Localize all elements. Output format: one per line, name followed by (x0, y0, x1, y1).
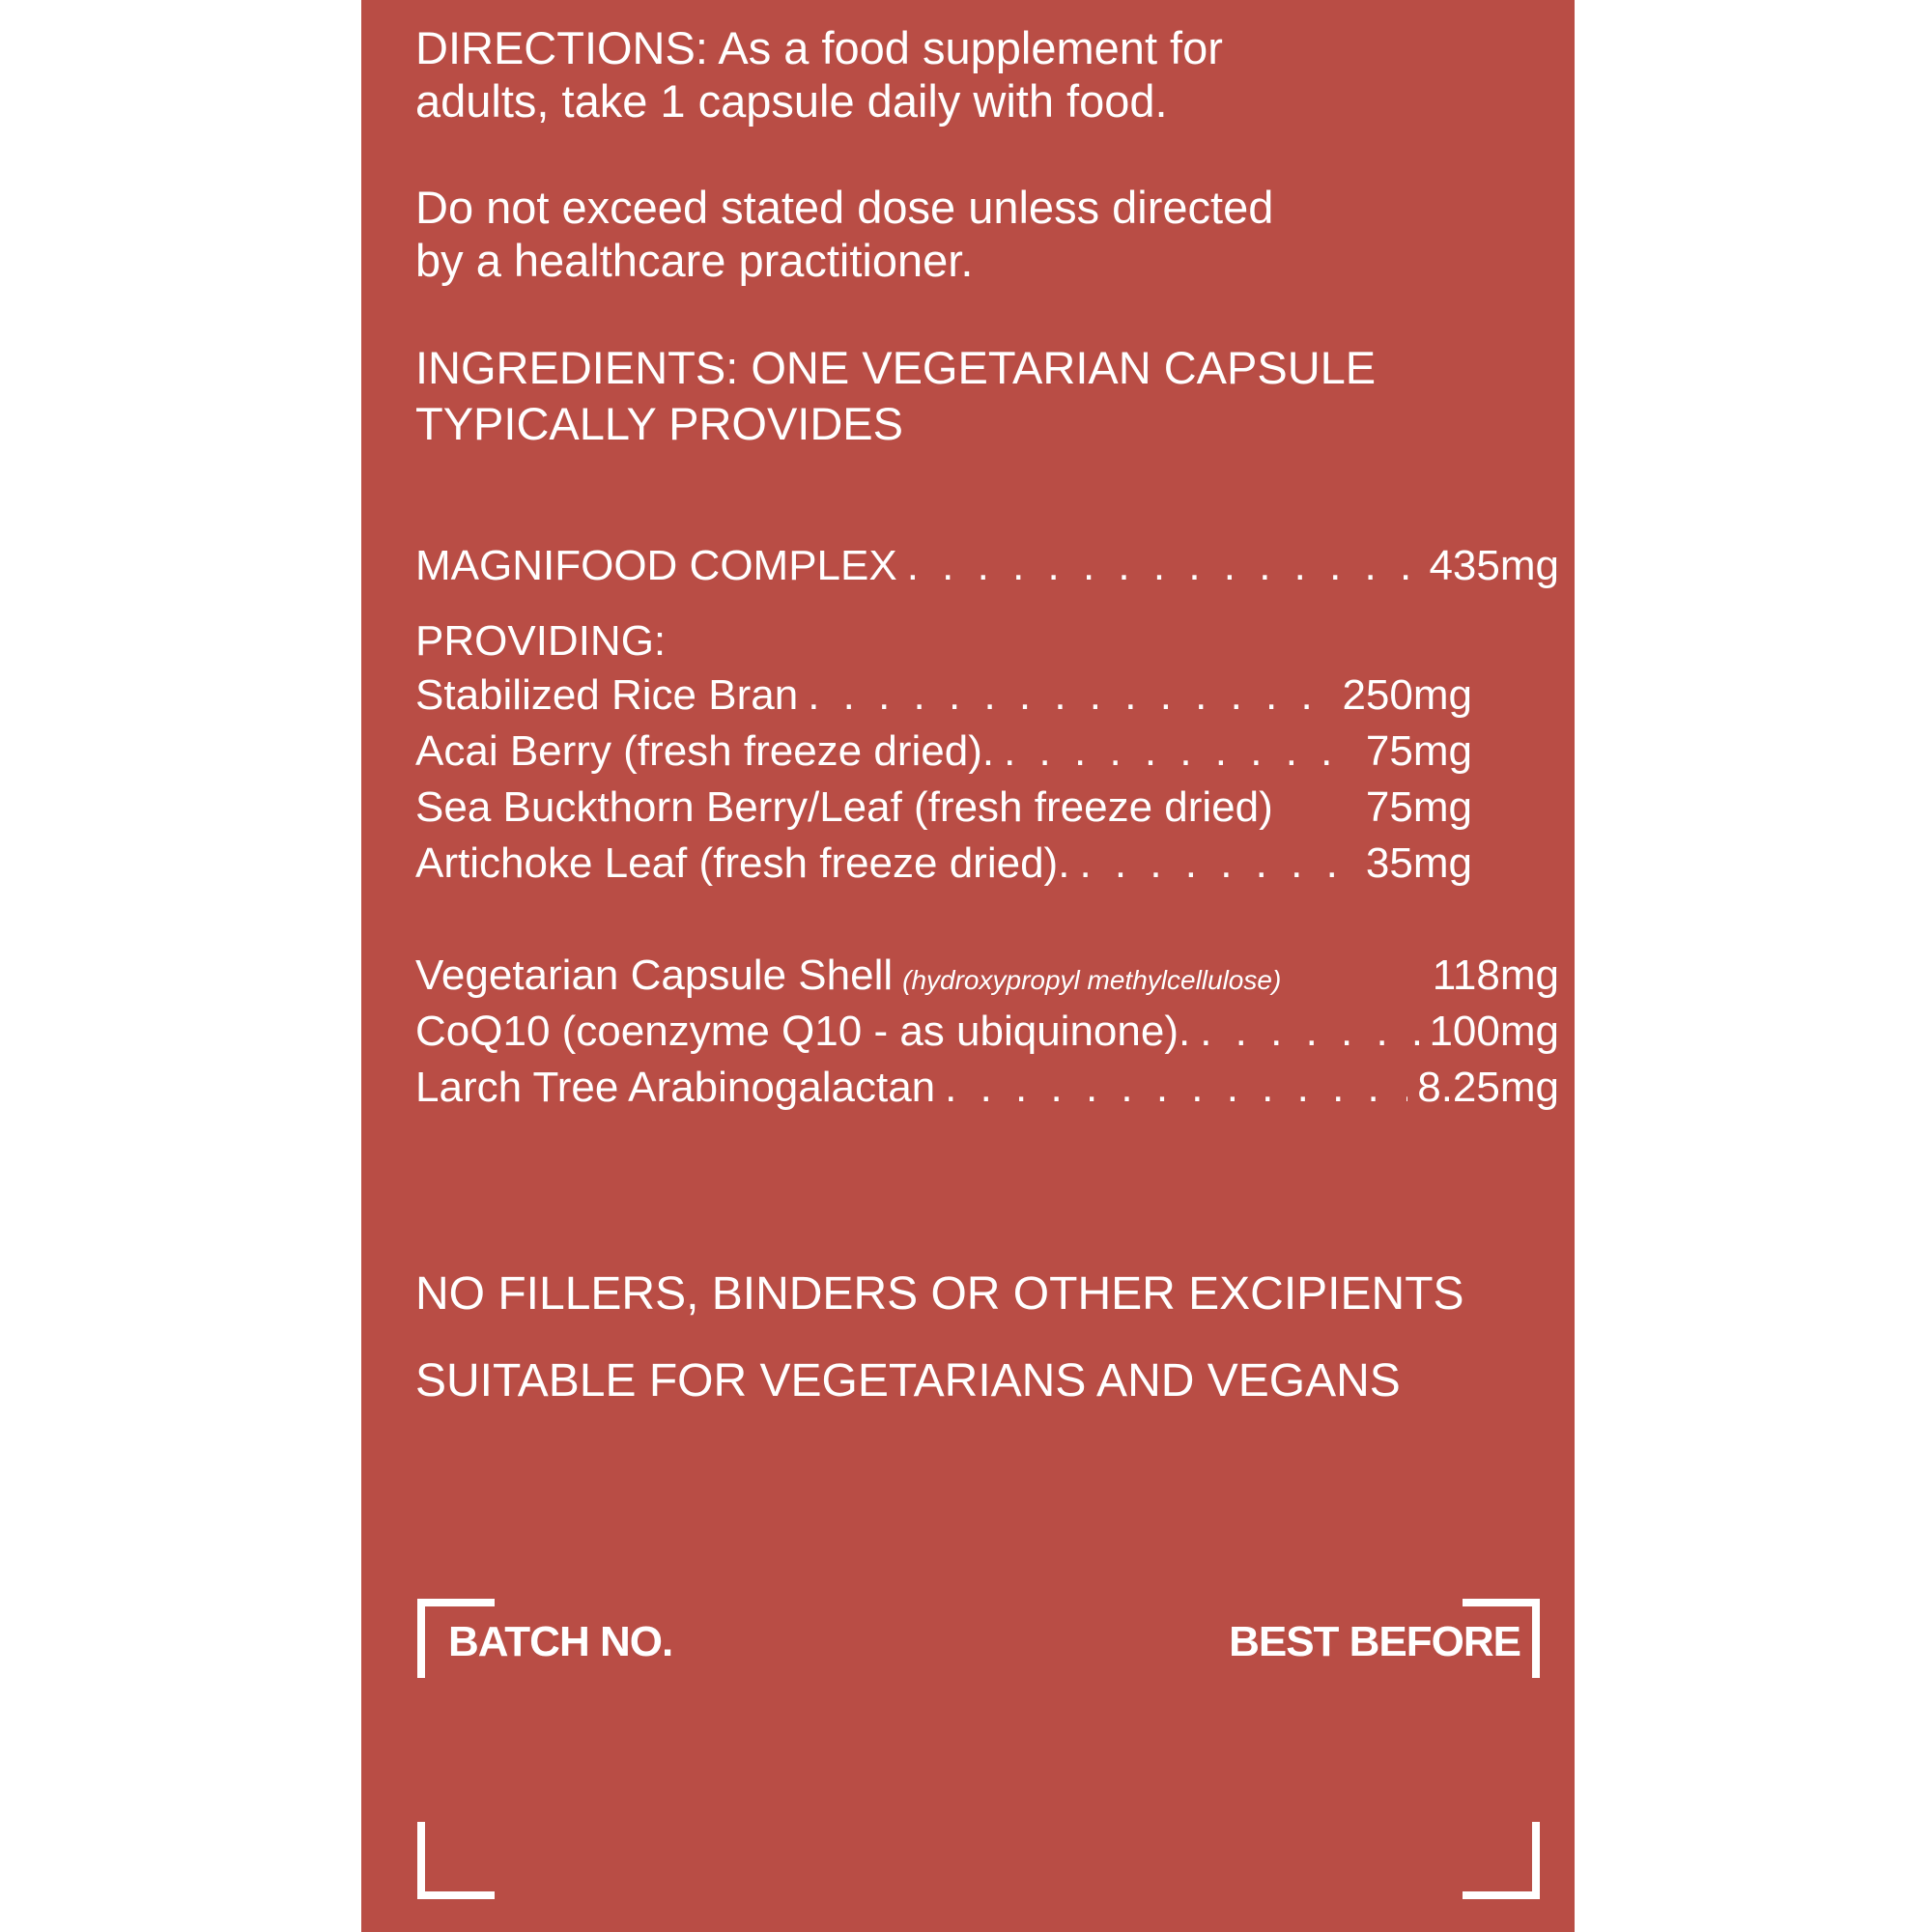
leader-dots (1079, 837, 1355, 891)
bottom-left-corner-bracket (417, 1822, 495, 1899)
bottom-right-corner-bracket (1463, 1822, 1540, 1899)
ingredient-name: Larch Tree Arabinogalactan (415, 1064, 936, 1111)
ingredient-row (415, 1061, 1559, 1115)
complex-name: MAGNIFOOD COMPLEX (415, 542, 897, 589)
leader-dots (907, 539, 1420, 593)
providing-label: PROVIDING: (415, 617, 667, 665)
best-before-label: BEST BEFORE (1229, 1618, 1520, 1665)
warning-line-1: Do not exceed stated dose unless directed (415, 182, 1274, 233)
leader-dots (1200, 1005, 1419, 1059)
ingredient-amount: 75mg (1365, 727, 1472, 775)
ingredient-name: Artichoke Leaf (fresh freeze dried). (415, 839, 1070, 887)
leader-dots (1004, 724, 1356, 779)
complex-amount: 435mg (1429, 542, 1559, 589)
ingredients-heading (415, 340, 1376, 452)
batch-number-label: BATCH NO. (448, 1618, 673, 1665)
ingredient-amount: 100mg (1429, 1008, 1559, 1055)
ingredient-row (415, 724, 1472, 779)
leader-dots (808, 668, 1332, 723)
ingredients-heading-line-2: TYPICALLY PROVIDES (415, 398, 903, 449)
ingredient-row (415, 949, 1559, 1008)
ingredient-amount: 35mg (1365, 839, 1472, 887)
ingredient-name: Acai Berry (fresh freeze dried). (415, 727, 995, 775)
ingredient-subtext: (hydroxypropyl methylcellulose) (902, 965, 1282, 995)
complex-row (415, 539, 1559, 593)
supplement-label-panel (361, 0, 1575, 1932)
ingredient-row (415, 1005, 1559, 1059)
ingredient-name: Vegetarian Capsule Shell (415, 952, 894, 999)
ingredient-name: Stabilized Rice Bran (415, 671, 799, 719)
dosage-warning-text (415, 181, 1273, 287)
ingredient-amount: 8.25mg (1417, 1064, 1559, 1111)
no-fillers-claim: NO FILLERS, BINDERS OR OTHER EXCIPIENTS (415, 1268, 1464, 1320)
vegan-suitability-claim: SUITABLE FOR VEGETARIANS AND VEGANS (415, 1355, 1401, 1406)
ingredient-row (415, 781, 1472, 835)
leader-dots (945, 1061, 1407, 1115)
ingredient-amount: 118mg (1432, 952, 1559, 999)
ingredients-heading-line-1: INGREDIENTS: ONE VEGETARIAN CAPSULE (415, 342, 1377, 393)
directions-line-1: DIRECTIONS: As a food supplement for (415, 22, 1223, 73)
ingredient-amount: 75mg (1365, 783, 1472, 831)
warning-line-2: by a healthcare practitioner. (415, 235, 974, 286)
ingredient-amount: 250mg (1342, 671, 1472, 719)
ingredient-row (415, 668, 1472, 723)
directions-text (415, 21, 1223, 128)
directions-line-2: adults, take 1 capsule daily with food. (415, 75, 1168, 127)
ingredient-row (415, 837, 1472, 891)
ingredient-name: CoQ10 (coenzyme Q10 - as ubiquinone). (415, 1008, 1191, 1055)
ingredient-name: Sea Buckthorn Berry/Leaf (fresh freeze dried) (415, 783, 1273, 831)
